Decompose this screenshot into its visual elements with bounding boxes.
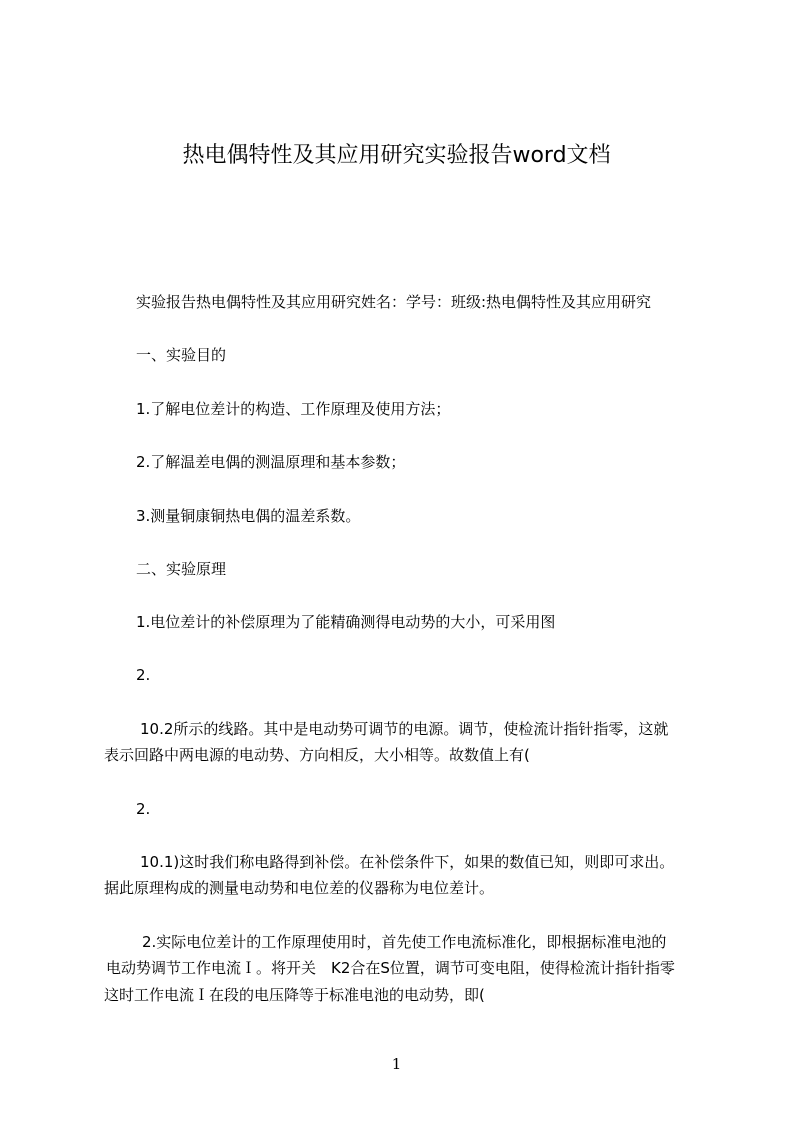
principle-paragraph-4-line-2: 电动势调节工作电流Ｉ。将开关 K2合在S位置，调节可变电阻，使得检流计指针指零 [106, 959, 675, 977]
purpose-item-2: 2.了解温差电偶的测温原理和基本参数； [136, 453, 406, 471]
section-heading-principle: 二、实验原理 [136, 560, 227, 578]
equation-ref-number: 2. [136, 800, 151, 818]
paragraph-intro: 实验报告热电偶特性及其应用研究姓名：学号：班级:热电偶特性及其应用研究 [136, 293, 652, 311]
purpose-item-1: 1.了解电位差计的构造、工作原理及使用方法； [136, 400, 451, 418]
principle-paragraph-2-line-1: 10.2所示的线路。其中是电动势可调节的电源。调节，使检流计指针指零，这就 [140, 720, 669, 738]
principle-paragraph-3-line-1: 10.1)这时我们称电路得到补偿。在补偿条件下，如果的数值已知，则即可求出。 [140, 853, 675, 871]
principle-paragraph-3-line-2: 据此原理构成的测量电动势和电位差的仪器称为电位差计。 [104, 879, 495, 897]
figure-ref-number: 2. [136, 666, 151, 684]
page-number: 1 [391, 1055, 402, 1073]
principle-paragraph-4-line-1: 2.实际电位差计的工作原理使用时，首先使工作电流标准化，即根据标准电池的 [142, 933, 667, 951]
document-title: 热电偶特性及其应用研究实验报告word文档 [182, 143, 611, 168]
principle-paragraph-4-line-3: 这时工作电流Ｉ在段的电压降等于标准电池的电动势，即( [104, 986, 485, 1004]
section-heading-purpose: 一、实验目的 [136, 346, 227, 364]
principle-paragraph-1: 1.电位差计的补偿原理为了能精确测得电动势的大小，可采用图 [136, 613, 556, 631]
purpose-item-3: 3.测量铜康铜热电偶的温差系数。 [136, 507, 361, 525]
principle-paragraph-2-line-2: 表示回路中两电源的电动势、方向相反，大小相等。故数值上有( [104, 746, 530, 764]
